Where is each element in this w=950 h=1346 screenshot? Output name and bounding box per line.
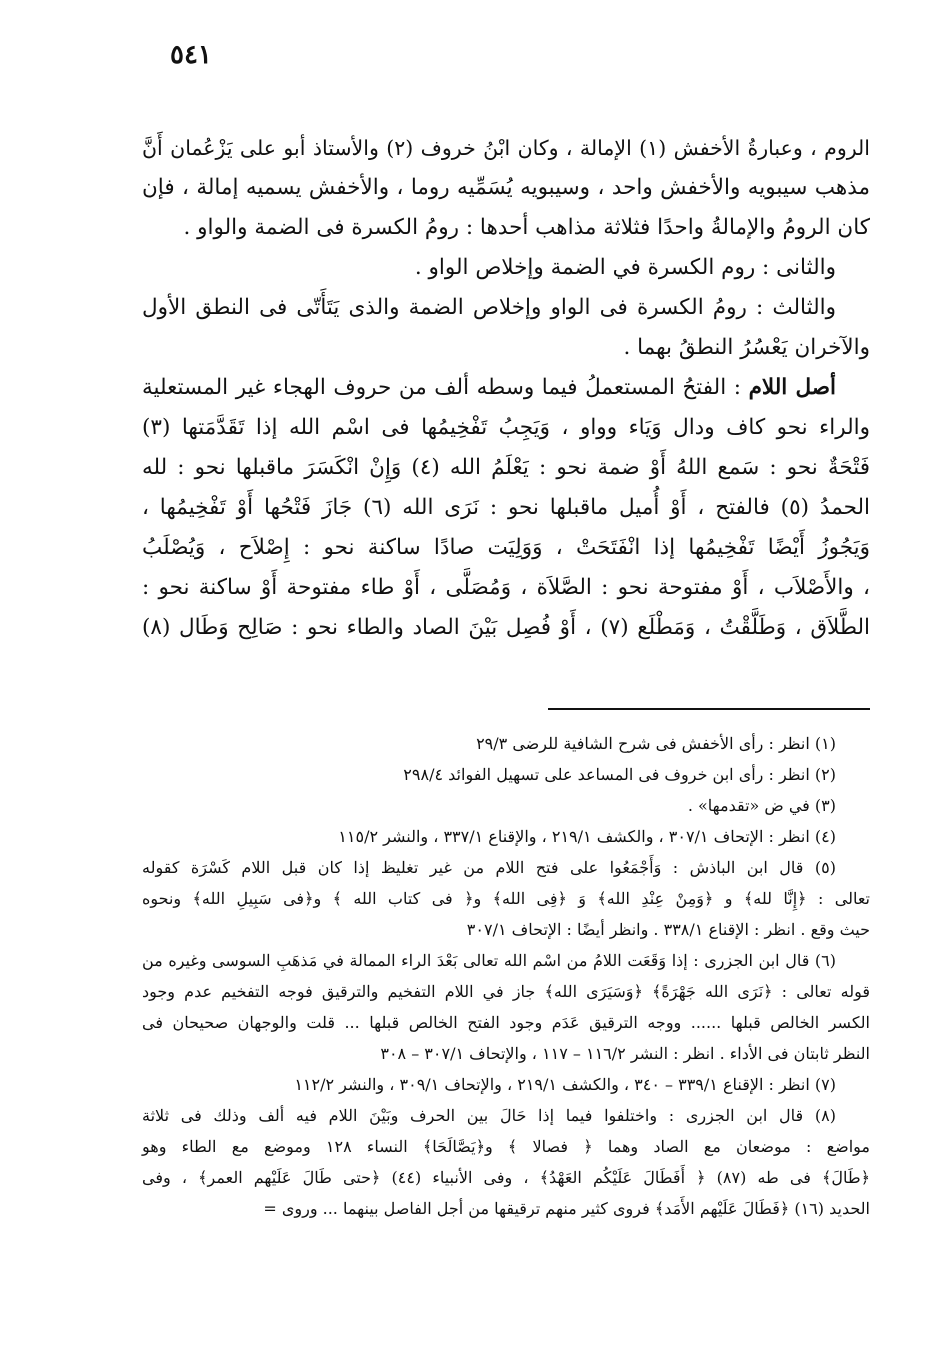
footnote-line: حيث وقع . انظر : الإقناع ٣٣٨/١ . وانظر أيضًا : الإتحاف ٣٠٧/١	[466, 920, 870, 939]
text-line: ، والأَصْلاَب ، أَوْ مفتوحة نحو : الصَّلاَة ، وَمُصَلَّى ، أَوْ طاء مفتوحة أَوْ ساكنة نحو :	[142, 575, 870, 600]
paragraph-1	[142, 128, 870, 248]
footnote-1	[142, 728, 870, 759]
footnote-line: (٤) انظر : الإتحاف ٣٠٧/١ ، والكشف ٢١٩/١ ، والإقناع ٣٣٧/١ ، والنشر ١١٥/٢	[338, 827, 836, 846]
paragraph-4	[142, 368, 870, 648]
text-line: وَيَجُوزُ أَيْضًا تَفْخِيمُها إذا انْفَتَحَتْ ، وَوَلِيَت صادًا ساكنة نحو : إِصْلاَح ، وَيُصْلَبُ	[142, 535, 870, 560]
text-line: كان الرومُ والإمالةُ واحدًا فثلاثة مذاهب أحدها : رومُ الكسرة فى الضمة والواو .	[183, 215, 870, 240]
text-line: الروم ، وعبارةُ الأخفش (١) الإمالة ، وكان ابْنُ خروف (٢) والأستاذ أبو على يَزْعُمان أَنَّ	[142, 136, 870, 160]
footnote-line: تعالى : ﴿إِنَّا لله﴾ و ﴿وَمِنْ عِنْدِ الله﴾ وَ ﴿فِى الله﴾ و﴿ فى كتاب الله ﴾ و﴿فى سَبِيلِ الله﴾ ونحوه	[142, 889, 870, 908]
footnote-line: النظر ثابتان فى الأداء . انظر : النشر ١١٦/٢ – ١١٧ ، والإتحاف ٣٠٧/١ – ٣٠٨	[380, 1044, 870, 1063]
text-line: الحمدُ (٥) فالفتح ، أَوْ أُميل ماقبلها نحو : نَرَى الله (٦) جَازَ فَتْحُها أَوْ تَفْخِيمُها ،	[142, 495, 870, 520]
text-line: مذهب سيبويه والأخفش واحد ، وسيبويه يُسَمِّيه روما ، والأخفش يسميه إمالة ، فإن	[142, 175, 870, 200]
section-heading: أصل اللام	[748, 375, 836, 400]
footnote-line: (٦) قال ابن الجزرى : إذا وَقَعَت اللامُ من اسْم الله تعالى بَعْدَ الراء الممالة في مَذهَبِ السوسى وغيره من	[142, 951, 836, 970]
footnote-line: (٥) قال ابن الباذش : وَأَجْمَعُوا على فتح اللام من غير تغليظ إذا كان قبل اللام كَسْرَة كقوله	[142, 858, 836, 877]
footnote-line: الكسر الخالص قبلها ...... ووجه الترقيق عَدَم وجود الفتح الخالص قبلها ... قلت والوجهان صحيحان فى	[142, 1013, 870, 1032]
text-line: فَتْحَةٌ نحو : سَمع اللهُ أَوْ ضمة نحو : يَعْلَمُ الله (٤) وَإِنْ انْكَسَرَ ماقبلها نحو : لله	[142, 455, 870, 480]
text-line	[142, 368, 870, 408]
footnote-2	[142, 759, 870, 790]
footnote-line: الحديد (١٦) ﴿فَطَالَ عَلَيْهم الأَمَد﴾ فروى كثير منهم ترقيقها من أجل الفاصل بينهما ... وروى =	[263, 1199, 870, 1218]
footnote-5	[142, 852, 870, 945]
footnote-line: (٣) في ض «تقدمها» .	[687, 796, 836, 815]
footnote-7	[142, 1069, 870, 1100]
paragraph-3	[142, 288, 870, 368]
text-line: والثانى : روم الكسرة في الضمة وإخلاص الواو .	[414, 255, 836, 280]
footnote-line: قوله تعالى : ﴿نَرَى الله جَهْرَةً﴾ ﴿وَسَيَرَى الله﴾ جاز في اللام التفخيم والترقيق فوجه التفخيم عدم وجود	[142, 982, 870, 1001]
footnote-line: مواضع : موضعان مع الصاد وهما ﴿ فصالا ﴾ و﴿يَصَّالَحَا﴾ النساء ١٢٨ وموضع مع الطاء وهو	[142, 1137, 870, 1156]
footnote-line: (٢) انظر : رأى ابن خروف فى المساعد على تسهيل الفوائد ٢٩٨/٤	[403, 765, 836, 784]
text-line: والراء نحو كاف ودال وَيَاء وواو ، وَيَجِبُ تَفْخِيمُها فى اسْم الله إذا تَقَدَّمَتها (٣)	[142, 415, 870, 440]
footnote-line: (١) انظر : رأى الأخفش فى شرح الشافية للرضى ٢٩/٣	[476, 734, 836, 753]
text-segment: : الفتحُ المستعملُ فيما وسطه ألف من حروف الهجاء غير المستعلية	[142, 375, 749, 400]
page-number: ٥٤١	[170, 40, 212, 70]
footnote-4	[142, 821, 870, 852]
footnote-8	[142, 1100, 870, 1224]
paragraph-2	[142, 248, 870, 288]
footnote-3	[142, 790, 870, 821]
text-line: والآخران يَعْسُرُ النطقُ بهما .	[623, 335, 870, 360]
footnote-line: ﴿طَالَ﴾ فى طه (٨٧) ﴿ أَفَطَالَ عَلَيْكُم العَهْدُ﴾ ، وفى الأنبياء (٤٤) ﴿حتى طَالَ عَلَيْهم العمر﴾ ، وفى	[142, 1168, 870, 1187]
footnotes	[142, 728, 870, 1224]
footnote-separator	[548, 708, 870, 710]
text-line: والثالث : رومُ الكسرة فى الواو وإخلاص الضمة والذى يَتَأَتّى فى النطق الأول	[142, 295, 836, 320]
footnote-line: (٨) قال ابن الجزرى : واختلفوا فيما إذا حَالَ بين الحرف وبَيْنَ اللام فيه ألف وذلك فى ثلاثة	[142, 1106, 836, 1125]
text-line: الطَّلاَق ، وَطَلَّقْتُ ، وَمَطْلَع (٧) ، أَوْ فُصِل بَيْنَ الصاد والطاء نحو : صَالِح وَطَال (٨)	[142, 615, 870, 640]
main-text	[142, 128, 870, 648]
footnote-line: (٧) انظر : الإقناع ٣٣٩/١ – ٣٤٠ ، والكشف ٢١٩/١ ، والإتحاف ٣٠٩/١ ، والنشر ١١٢/٢	[294, 1075, 836, 1094]
footnote-6	[142, 945, 870, 1069]
